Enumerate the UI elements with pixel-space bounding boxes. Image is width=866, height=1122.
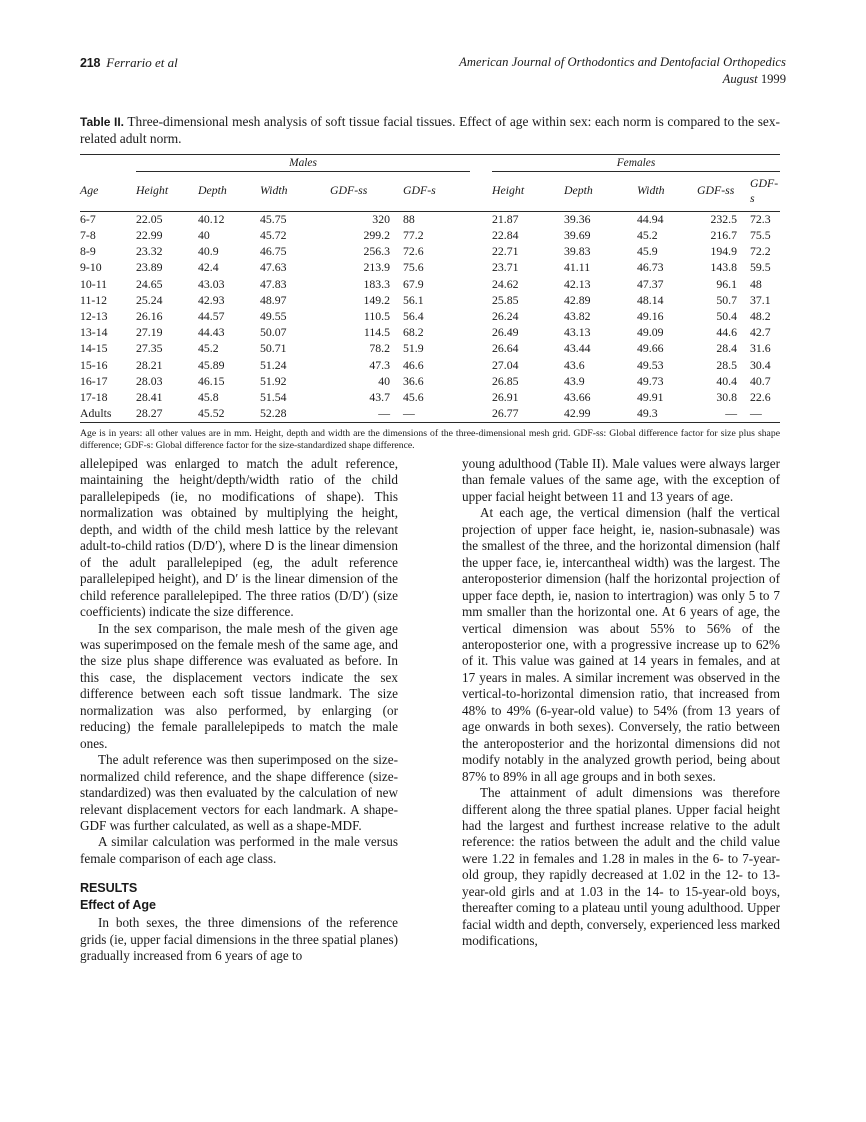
running-head-right bbox=[459, 54, 786, 88]
table-group-header-row bbox=[80, 155, 780, 172]
table-cell: 78.2 bbox=[369, 341, 390, 356]
table-cell: 45.2 bbox=[637, 228, 658, 243]
table-cell-age: 14-15 bbox=[80, 341, 108, 356]
table-row bbox=[80, 373, 780, 389]
table-cell: 49.3 bbox=[637, 406, 658, 421]
table-cell: 27.04 bbox=[492, 357, 519, 372]
table-cell: 47.63 bbox=[260, 260, 287, 275]
table-row bbox=[80, 406, 780, 423]
group-header-spacer bbox=[80, 155, 136, 172]
table-cell: 49.53 bbox=[637, 357, 664, 372]
table-cell: 56.1 bbox=[403, 292, 424, 307]
journal-title: American Journal of Orthodontics and Dentofacial Orthopedics bbox=[459, 55, 786, 69]
table-cell: 50.4 bbox=[716, 309, 737, 324]
table-cell: 28.41 bbox=[136, 389, 163, 404]
table-label: Table II. bbox=[80, 115, 125, 129]
table-cell: 49.09 bbox=[637, 325, 664, 340]
table-cell: 49.55 bbox=[260, 309, 287, 324]
table-cell-age: 15-16 bbox=[80, 357, 108, 372]
table-cell: 51.54 bbox=[260, 389, 287, 404]
table-cell: 39.36 bbox=[564, 211, 591, 226]
table-footnote: Age is in years: all other values are in mm. Height, depth and width are the dimensions of the three-dimensional mesh grid. GDF-ss: Global difference factor for size plus shape difference; GDF-s: Global difference factor for the size-standardized shape difference. bbox=[80, 428, 780, 452]
table-cell: 31.6 bbox=[750, 341, 771, 356]
table-cell-spacer bbox=[470, 357, 492, 373]
table-cell: 42.89 bbox=[564, 292, 591, 307]
paragraph-left-3: The adult reference was then superimposed on the size-normalized child reference, and the shape difference (size-standardized) was then evaluated by the calculation of new relevant displacement vectors for each landmark. A shape-GDF was further calculated, as well as a shape-MDF. bbox=[80, 752, 398, 833]
table-cell-spacer bbox=[470, 260, 492, 276]
table-cell: 44.43 bbox=[198, 325, 225, 340]
table-cell: 40 bbox=[378, 373, 390, 388]
table-cell: 40.7 bbox=[750, 373, 771, 388]
paragraph-right-2: At each age, the vertical dimension (half the vertical projection of upper face height, ie, nasion-subnasale) was the smallest of the three, and the horizontal dimension (half the upper face, ie, intercantheal width) was the largest. The anteroposterior dimension (half the horizontal projection of upper face depth, ie, nasion to intertragion) was only 5 to 7 mm smaller than the horizontal one. At 6 years of age, the vertical dimension was about 55% to 56% of the anteroposterior one, with a progressive increase up to 62% of it. This value was gained at 14 years in females, and at 17 years in males. A similar increment was observed in the vertical-to-horizontal dimension ratio, that increased from 48% to 49% (6-year-old value) to 54% (from 13 years of age onwards in both sexes). Conversely, the ratio between the anteroposterior and the horizontal dimensions did not modify notably in the analyzed growth period, being about 87% to 89% in all age groups and in both sexes. bbox=[462, 505, 780, 784]
table-cell: 232.5 bbox=[710, 211, 737, 226]
table-cell: 114.5 bbox=[363, 325, 390, 340]
table-cell: 39.83 bbox=[564, 244, 591, 259]
col-header-male-height: Height bbox=[136, 183, 169, 198]
column-right bbox=[462, 456, 780, 950]
table-cell: 44.57 bbox=[198, 309, 225, 324]
table-cell: 40 bbox=[198, 228, 210, 243]
table-cell: 56.4 bbox=[403, 309, 424, 324]
table-cell: 23.32 bbox=[136, 244, 163, 259]
table-cell-age: 6-7 bbox=[80, 211, 96, 226]
table-cell: — bbox=[750, 406, 762, 421]
table-cell: 45.2 bbox=[198, 341, 219, 356]
table-caption bbox=[80, 114, 780, 148]
paragraph-left-5: In both sexes, the three dimensions of the reference grids (ie, upper facial dimensions in the three spatial planes) gradually increased from 6 years of age to bbox=[80, 915, 398, 964]
table-cell: 88 bbox=[403, 211, 415, 226]
table-cell: 27.19 bbox=[136, 325, 163, 340]
table-cell: 21.87 bbox=[492, 211, 519, 226]
column-left bbox=[80, 456, 398, 965]
issue-year: 1999 bbox=[760, 72, 786, 86]
table-cell: 30.4 bbox=[750, 357, 771, 372]
table-cell: 194.9 bbox=[710, 244, 737, 259]
table-cell: 47.37 bbox=[637, 276, 664, 291]
table-row bbox=[80, 211, 780, 228]
col-header-female-depth: Depth bbox=[564, 183, 593, 198]
table-cell-spacer bbox=[470, 373, 492, 389]
paragraph-left-2: In the sex comparison, the male mesh of the given age was superimposed on the female mesh of the same age, and the size plus shape difference was evaluated as before. In this case, the displacement vectors indicate the sex difference between each soft tissue landmark. The size normalization was also performed, by enlarging (or reducing) the female parallelepipeds to match the male ones. bbox=[80, 620, 398, 751]
table-cell: 256.3 bbox=[363, 244, 390, 259]
table-row bbox=[80, 228, 780, 244]
table-cell-spacer bbox=[470, 293, 492, 309]
paragraph-right-1: young adulthood (Table II). Male values were always larger than female values of the same age, with the exception of upper facial height between 11 and 13 years of age. bbox=[462, 456, 780, 504]
table-cell-spacer bbox=[470, 276, 492, 292]
col-header-male-width: Width bbox=[260, 183, 288, 198]
table-cell: 26.49 bbox=[492, 325, 519, 340]
issue-date bbox=[459, 71, 786, 88]
table-cell-spacer bbox=[470, 406, 492, 423]
table-cell: 43.13 bbox=[564, 325, 591, 340]
running-head bbox=[80, 54, 786, 98]
table-cell: — bbox=[403, 406, 415, 421]
col-header-male-gdfss: GDF-ss bbox=[330, 183, 368, 198]
table-cell: — bbox=[378, 406, 390, 421]
table-cell: 46.15 bbox=[198, 373, 225, 388]
table-cell: 28.03 bbox=[136, 373, 163, 388]
paragraph-right-3: The attainment of adult dimensions was therefore different along the three spatial planes. Upper facial height had the largest and furthest increase relative to the adult reference: the ratios between the adult and the child value were 1.22 in females and 1.28 in males in the 6- to 7-year-old group, they rapidly decreased at 1.02 in the 12- to 13-year-old girls and at 1.03 in the 14- to 15-year-old boys, thereafter coming to a plateau until young adulthood. Upper facial width and depth, conversely, experienced less marked modifications, bbox=[462, 785, 780, 949]
col-header-age: Age bbox=[80, 182, 99, 197]
table-cell-spacer bbox=[470, 228, 492, 244]
table-cell: 48 bbox=[750, 276, 762, 291]
table-row bbox=[80, 341, 780, 357]
table-cell: 43.6 bbox=[564, 357, 585, 372]
table-cell: 48.97 bbox=[260, 292, 287, 307]
table-cell: 72.3 bbox=[750, 211, 771, 226]
heading-results: RESULTS bbox=[80, 881, 138, 896]
table-cell: 50.71 bbox=[260, 341, 287, 356]
col-header-spacer bbox=[470, 171, 492, 211]
table-cell: 22.05 bbox=[136, 211, 163, 226]
table-cell: 45.52 bbox=[198, 406, 225, 421]
table-cell: 42.99 bbox=[564, 406, 591, 421]
table-cell: 149.2 bbox=[363, 292, 390, 307]
table-cell: 23.71 bbox=[492, 260, 519, 275]
table-cell-spacer bbox=[470, 325, 492, 341]
table-cell: 67.9 bbox=[403, 276, 424, 291]
table-cell: 30.8 bbox=[716, 389, 737, 404]
table-cell-age: 7-8 bbox=[80, 228, 96, 243]
table-cell: 183.3 bbox=[363, 276, 390, 291]
paragraph-left-4: A similar calculation was performed in the male versus female comparison of each age class. bbox=[80, 834, 398, 866]
table-cell-age: 9-10 bbox=[80, 260, 102, 275]
table-row bbox=[80, 293, 780, 309]
table-cell: 47.83 bbox=[260, 276, 287, 291]
running-head-authors: Ferrario et al bbox=[106, 55, 178, 70]
table-cell: 26.85 bbox=[492, 373, 519, 388]
table-cell: 50.07 bbox=[260, 325, 287, 340]
table-column-header-row bbox=[80, 171, 780, 211]
table-cell: 45.8 bbox=[198, 389, 219, 404]
table-cell: 40.12 bbox=[198, 211, 225, 226]
table-cell: 26.24 bbox=[492, 309, 519, 324]
table-cell: 49.73 bbox=[637, 373, 664, 388]
table-cell: 26.91 bbox=[492, 389, 519, 404]
table-cell: 26.64 bbox=[492, 341, 519, 356]
col-header-female-height: Height bbox=[492, 183, 525, 198]
table-cell: 28.21 bbox=[136, 357, 163, 372]
table-cell: 52.28 bbox=[260, 406, 287, 421]
table-cell: 72.6 bbox=[403, 244, 424, 259]
table-block bbox=[80, 114, 780, 452]
table-cell: 22.71 bbox=[492, 244, 519, 259]
table-cell: 24.62 bbox=[492, 276, 519, 291]
table-cell: 43.9 bbox=[564, 373, 585, 388]
table-row bbox=[80, 325, 780, 341]
table-row bbox=[80, 276, 780, 292]
table-cell: 49.16 bbox=[637, 309, 664, 324]
col-header-female-width: Width bbox=[637, 183, 665, 198]
table-cell: 43.82 bbox=[564, 309, 591, 324]
col-header-male-gdfs: GDF-s bbox=[403, 183, 436, 198]
table-cell: 25.24 bbox=[136, 292, 163, 307]
table-cell-spacer bbox=[470, 390, 492, 406]
paragraph-left-1: allelepiped was enlarged to match the adult reference, maintaining the height/depth/width ratio of the child parallelepipeds (ie, no modifications of shape). This normalization was obtained by multiplying the height, depth, and width of the child mesh lattice by the relevant adult-to-child ratios (D/D′), where D is the linear dimension of the adult parallelepiped (eg, the adult reference parallelepiped height), and D′ is the linear dimension of the child reference parallelepiped. The three ratios (D/D′) (size coefficients) indicate the size difference. bbox=[80, 456, 398, 620]
col-header-male-depth: Depth bbox=[198, 183, 227, 198]
table-cell: 47.3 bbox=[369, 357, 390, 372]
table-cell: 49.91 bbox=[637, 389, 664, 404]
table-cell: 72.2 bbox=[750, 244, 771, 259]
table-cell: 46.6 bbox=[403, 357, 424, 372]
table-cell: 40.9 bbox=[198, 244, 219, 259]
table-cell: 216.7 bbox=[710, 228, 737, 243]
table-cell: 51.24 bbox=[260, 357, 287, 372]
results-table bbox=[80, 154, 780, 423]
table-cell: 41.11 bbox=[564, 260, 591, 275]
table-body bbox=[80, 211, 780, 422]
table-cell: 45.72 bbox=[260, 228, 287, 243]
table-cell: 44.94 bbox=[637, 211, 664, 226]
running-head-left bbox=[80, 54, 178, 72]
issue-month: August bbox=[722, 72, 758, 86]
table-cell: — bbox=[725, 406, 737, 421]
table-cell: 36.6 bbox=[403, 373, 424, 388]
table-cell: 24.65 bbox=[136, 276, 163, 291]
group-header-gap bbox=[470, 155, 492, 172]
table-cell: 25.85 bbox=[492, 292, 519, 307]
table-cell-age: 12-13 bbox=[80, 309, 108, 324]
table-cell: 49.66 bbox=[637, 341, 664, 356]
table-row bbox=[80, 390, 780, 406]
table-cell-spacer bbox=[470, 244, 492, 260]
table-cell-age: 16-17 bbox=[80, 373, 108, 388]
table-cell: 96.1 bbox=[716, 276, 737, 291]
table-cell: 143.8 bbox=[710, 260, 737, 275]
table-cell-age: 17-18 bbox=[80, 389, 108, 404]
table-cell: 43.66 bbox=[564, 389, 591, 404]
col-header-female-gdfs: GDF-s bbox=[750, 175, 779, 205]
table-cell: 45.75 bbox=[260, 211, 287, 226]
table-cell: 26.77 bbox=[492, 406, 519, 421]
page-number: 218 bbox=[80, 56, 101, 70]
table-cell: 77.2 bbox=[403, 228, 424, 243]
table-cell: 45.6 bbox=[403, 389, 424, 404]
table-cell: 26.16 bbox=[136, 309, 163, 324]
table-cell: 59.5 bbox=[750, 260, 771, 275]
table-cell: 23.89 bbox=[136, 260, 163, 275]
table-cell: 46.73 bbox=[637, 260, 664, 275]
table-cell: 27.35 bbox=[136, 341, 163, 356]
table-cell: 45.9 bbox=[637, 244, 658, 259]
table-cell: 320 bbox=[372, 211, 390, 226]
table-caption-text: Three-dimensional mesh analysis of soft tissue facial tissues. Effect of age within sex: each norm is compared to the sex-related adult norm. bbox=[80, 114, 780, 146]
group-header-females: Females bbox=[492, 155, 780, 172]
heading-effect-of-age: Effect of Age bbox=[80, 898, 156, 913]
table-cell: 110.5 bbox=[363, 309, 390, 324]
table-cell: 28.4 bbox=[716, 341, 737, 356]
table-cell-spacer bbox=[470, 341, 492, 357]
table-cell: 42.93 bbox=[198, 292, 225, 307]
table-row bbox=[80, 244, 780, 260]
table-row bbox=[80, 309, 780, 325]
table-cell: 46.75 bbox=[260, 244, 287, 259]
table-cell: 22.6 bbox=[750, 389, 771, 404]
table-cell: 28.27 bbox=[136, 406, 163, 421]
table-cell: 22.99 bbox=[136, 228, 163, 243]
table-row bbox=[80, 357, 780, 373]
table-cell-age: 11-12 bbox=[80, 292, 108, 307]
table-bottom-rule bbox=[80, 423, 780, 424]
table-cell: 213.9 bbox=[363, 260, 390, 275]
table-cell: 40.4 bbox=[716, 373, 737, 388]
table-cell: 28.5 bbox=[716, 357, 737, 372]
table-cell-age: 10-11 bbox=[80, 276, 108, 291]
table-cell-spacer bbox=[470, 309, 492, 325]
table-cell: 51.92 bbox=[260, 373, 287, 388]
table-cell: 37.1 bbox=[750, 292, 771, 307]
table-cell: 75.5 bbox=[750, 228, 771, 243]
table-cell: 22.84 bbox=[492, 228, 519, 243]
table-cell-age: 13-14 bbox=[80, 325, 108, 340]
table-cell: 42.7 bbox=[750, 325, 771, 340]
table-cell: 44.6 bbox=[716, 325, 737, 340]
table-cell: 68.2 bbox=[403, 325, 424, 340]
table-cell: 48.14 bbox=[637, 292, 664, 307]
table-cell: 299.2 bbox=[363, 228, 390, 243]
table-cell-age: 8-9 bbox=[80, 244, 96, 259]
table-cell: 48.2 bbox=[750, 309, 771, 324]
table-cell: 39.69 bbox=[564, 228, 591, 243]
col-header-female-gdfss: GDF-ss bbox=[697, 183, 735, 198]
table-cell: 75.6 bbox=[403, 260, 424, 275]
table-cell-age: Adults bbox=[80, 406, 112, 421]
table-cell: 42.4 bbox=[198, 260, 219, 275]
table-cell: 43.7 bbox=[369, 389, 390, 404]
body-text bbox=[80, 456, 780, 1016]
table-cell-spacer bbox=[470, 211, 492, 228]
table-cell: 51.9 bbox=[403, 341, 424, 356]
table-cell: 50.7 bbox=[716, 292, 737, 307]
table-cell: 43.03 bbox=[198, 276, 225, 291]
group-header-males: Males bbox=[136, 155, 470, 172]
table-row bbox=[80, 260, 780, 276]
table-cell: 42.13 bbox=[564, 276, 591, 291]
table-cell: 45.89 bbox=[198, 357, 225, 372]
table-cell: 43.44 bbox=[564, 341, 591, 356]
